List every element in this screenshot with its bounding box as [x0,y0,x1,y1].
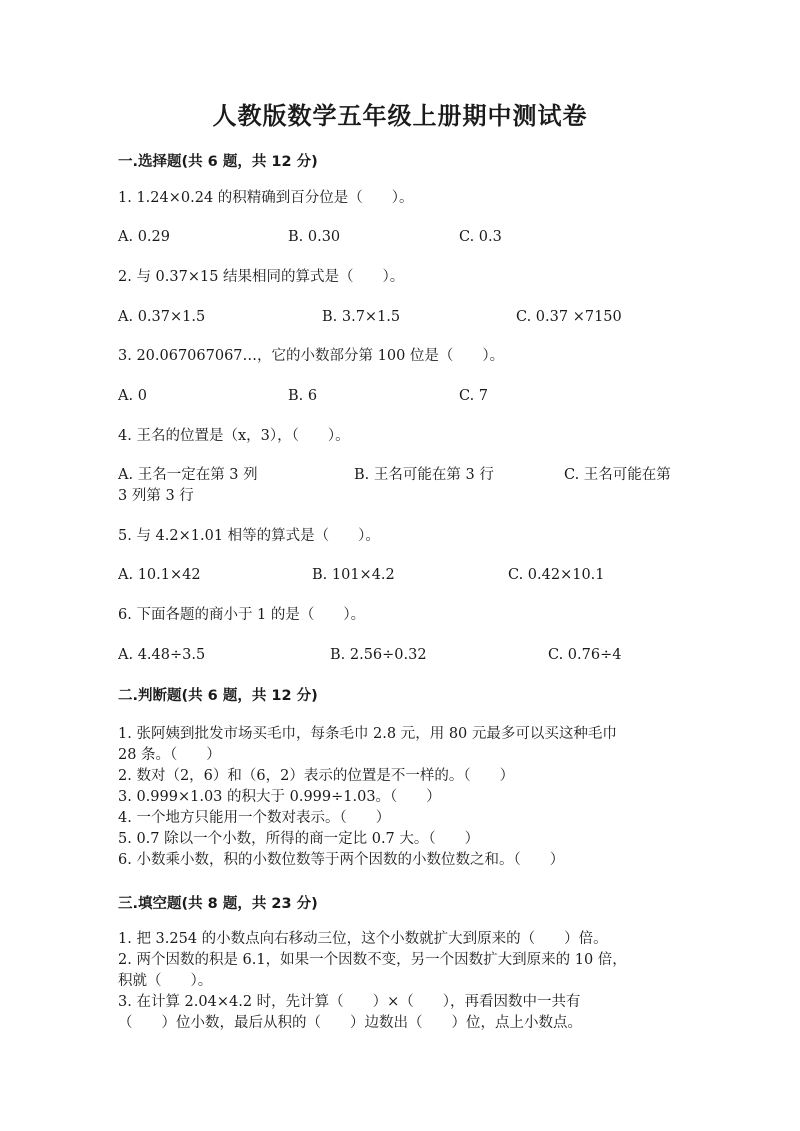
fill-item: 1. 把 3.254 的小数点向右移动三位，这个小数就扩大到原来的（ ）倍。 [118,931,608,947]
option-a: A. 10.1×42 [118,567,201,583]
option-a: A. 0 [118,388,147,404]
option-b: B. 王名可能在第 3 行 [354,467,494,483]
judgement-item: 5. 0.7 除以一个小数，所得的商一定比 0.7 大。（ ） [118,831,480,847]
question-text: 6. 下面各题的商小于 1 的是（ ）。 [118,607,366,623]
section-heading-judgement: 二.判断题(共 6 题，共 12 分) [118,688,318,704]
judgement-item: 4. 一个地方只能用一个数对表示。（ ） [118,810,391,826]
fill-item-continued: 积就（ ）。 [118,973,213,989]
fill-item-continued: （ ）位小数，最后从积的（ ）边数出（ ）位，点上小数点。 [118,1015,582,1031]
fill-item: 3. 在计算 2.04×4.2 时，先计算（ ）×（ ），再看因数中一共有 [118,994,581,1010]
judgement-item: 3. 0.999×1.03 的积大于 0.999÷1.03。（ ） [118,789,441,805]
option-b: B. 6 [288,388,318,404]
judgement-item-continued: 28 条。（ ） [118,747,221,763]
option-c: C. 0.42×10.1 [508,567,605,583]
judgement-item: 2. 数对（2，6）和（6，2）表示的位置是不一样的。（ ） [118,768,515,784]
question-text: 3. 20.067067067…，它的小数部分第 100 位是（ ）。 [118,348,505,364]
option-c: C. 0.37 ×7150 [516,309,622,325]
option-a: A. 王名一定在第 3 列 [118,467,258,483]
judgement-item: 6. 小数乘小数，积的小数位数等于两个因数的小数位数之和。（ ） [118,852,565,868]
section-heading-choice: 一.选择题(共 6 题，共 12 分) [118,154,318,170]
option-a: A. 0.29 [118,229,170,245]
option-b: B. 101×4.2 [312,567,395,583]
option-b: B. 2.56÷0.32 [330,647,427,663]
page-title: 人教版数学五年级上册期中测试卷 [212,102,588,130]
option-c: C. 7 [459,388,489,404]
option-c: C. 王名可能在第 [564,467,671,483]
option-c: C. 0.76÷4 [548,647,622,663]
fill-item: 2. 两个因数的积是 6.1，如果一个因数不变，另一个因数扩大到原来的 10 倍， [118,952,627,968]
option-b: B. 0.30 [288,229,341,245]
question-text: 2. 与 0.37×15 结果相同的算式是（ ）。 [118,269,405,285]
option-b: B. 3.7×1.5 [322,309,401,325]
question-text: 4. 王名的位置是（x，3），（ ）。 [118,428,350,444]
option-c: C. 0.3 [459,229,502,245]
option-c-continued: 3 列第 3 行 [118,488,194,504]
question-text: 1. 1.24×0.24 的积精确到百分位是（ ）。 [118,190,414,206]
judgement-item: 1. 张阿姨到批发市场买毛巾，每条毛巾 2.8 元，用 80 元最多可以买这种毛巾 [118,726,617,742]
section-heading-fill-blank: 三.填空题(共 8 题，共 23 分) [118,896,318,912]
option-a: A. 0.37×1.5 [118,309,206,325]
option-a: A. 4.48÷3.5 [118,647,206,663]
question-text: 5. 与 4.2×1.01 相等的算式是（ ）。 [118,528,380,544]
